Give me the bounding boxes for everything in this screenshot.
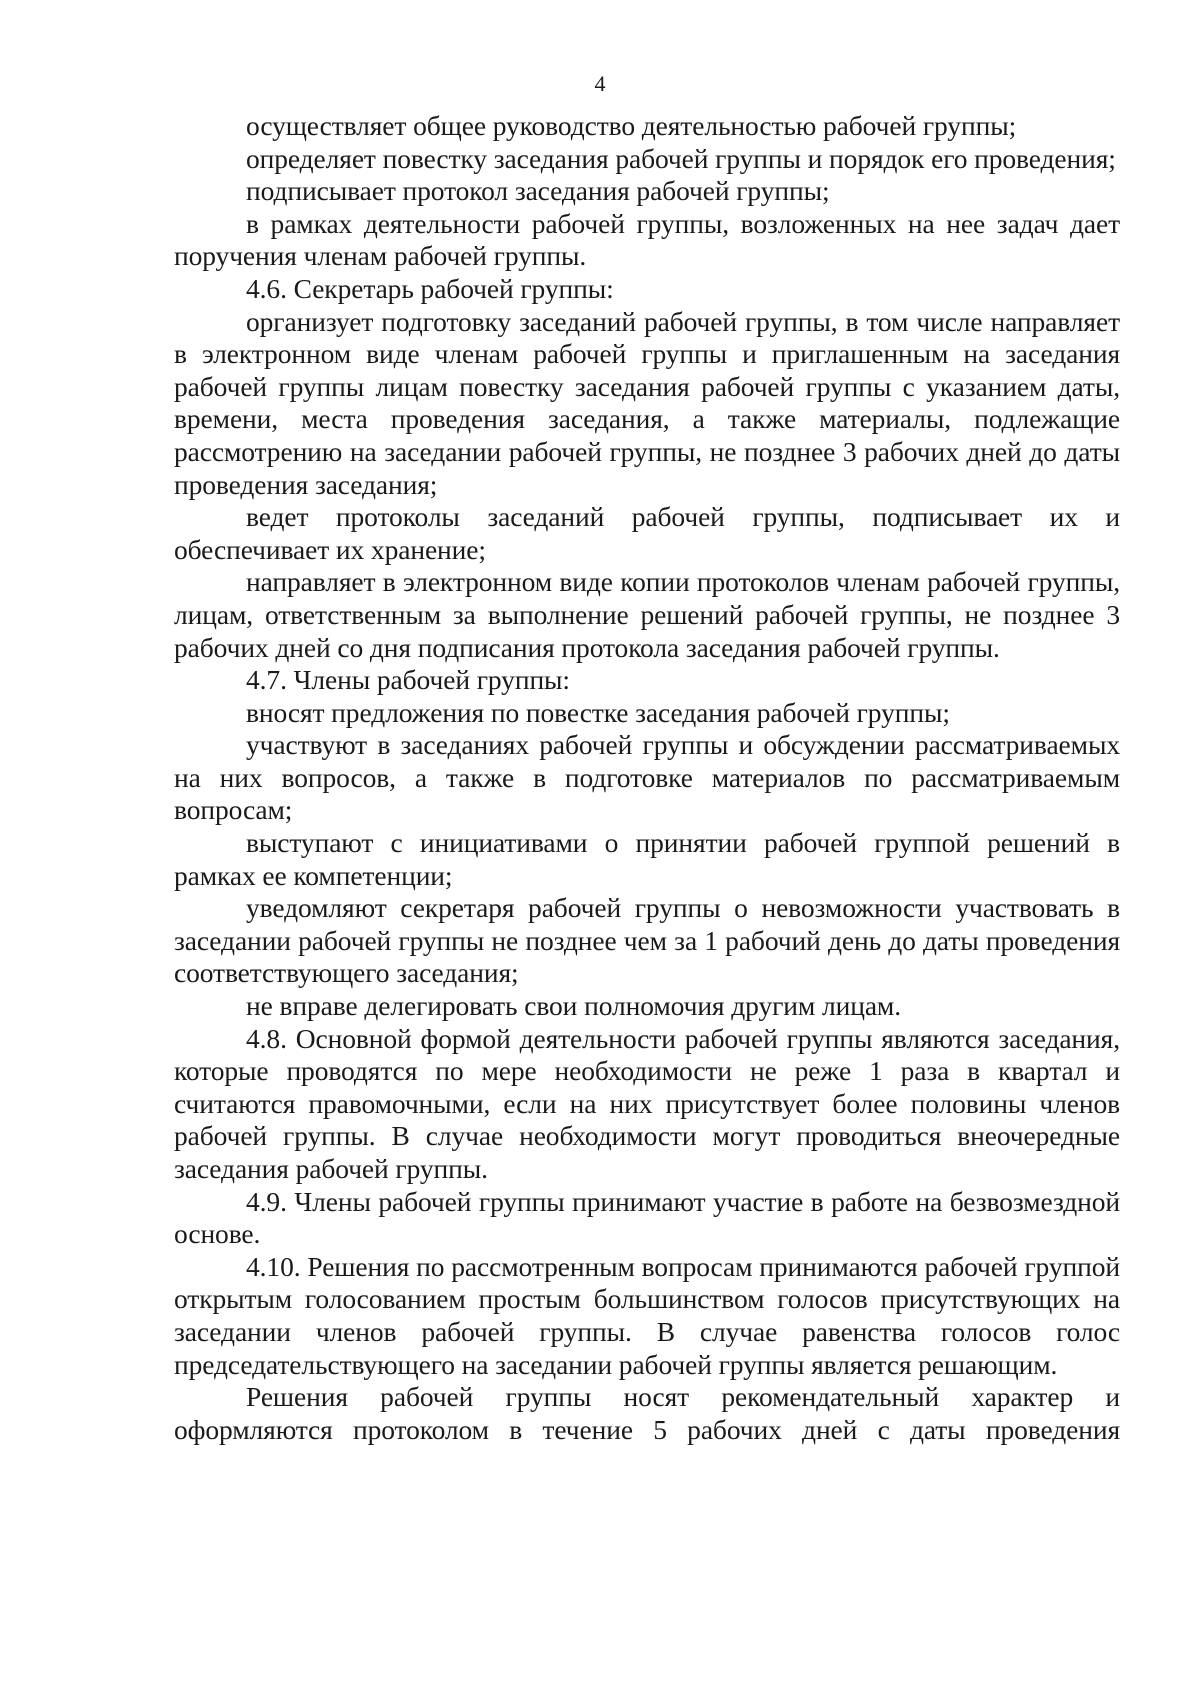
paragraph: определяет повестку заседания рабочей группы и порядок его проведения; xyxy=(246,142,1116,174)
paragraph: организует подготовку заседаний рабочей группы, в том числе направляет в электронном виде членам рабочей группы и приглашенным на заседания рабочей группы лицам повестку заседания рабочей группы с указанием даты, времени, места проведения заседания, а также материалы, подлежащие рассмотрению на заседании рабочей группы, не позднее 3 рабочих дней до даты проведения заседания; xyxy=(174,305,1120,500)
page-number: 4 xyxy=(594,71,606,96)
paragraph: выступают с инициативами о принятии рабочей группой решений в рамках ее компетенции; xyxy=(174,827,1120,891)
document-body xyxy=(174,110,1120,1446)
section-4-9: 4.9. Члены рабочей группы принимают участие в работе на безвозмездной основе. xyxy=(174,1185,1120,1250)
paragraph: ведет протоколы заседаний рабочей группы, подписывает их и обеспечивает их хранение; xyxy=(174,501,1120,565)
paragraph: участвуют в заседаниях рабочей группы и обсуждении рассматриваемых на них вопросов, а также в подготовке материалов по рассматриваемым вопросам; xyxy=(174,729,1120,826)
paragraph: в рамках деятельности рабочей группы, возложенных на нее задач дает поручения членам рабочей группы. xyxy=(174,207,1120,272)
paragraph: подписывает протокол заседания рабочей группы; xyxy=(246,175,830,207)
section-heading-4-7: 4.7. Члены рабочей группы: xyxy=(246,664,570,696)
paragraph: осуществляет общее руководство деятельностью рабочей группы; xyxy=(246,110,1017,141)
paragraph: направляет в электронном виде копии протоколов членам рабочей группы, лицам, ответственным за выполнение решений рабочей группы, не позднее 3 рабочих дней со дня подписания протокола заседания рабочей группы. xyxy=(174,566,1120,663)
paragraph-continued: Решения рабочей группы носят рекомендательный характер и оформляются протоколом в течение 5 рабочих дней с даты проведения xyxy=(174,1381,1120,1445)
paragraph: уведомляют секретаря рабочей группы о невозможности участвовать в заседании рабочей группы не позднее чем за 1 рабочий день до даты проведения соответствующего заседания; xyxy=(174,892,1120,989)
section-heading-4-6: 4.6. Секретарь рабочей группы: xyxy=(246,272,614,304)
section-4-10: 4.10. Решения по рассмотренным вопросам принимаются рабочей группой открытым голосованием простым большинством голосов присутствующих на заседании членов рабочей группы. В случае равенства голосов голос председательствующего на заседании рабочей группы является решающим. xyxy=(174,1250,1120,1380)
paragraph: вносят предложения по повестке заседания рабочей группы; xyxy=(246,696,950,728)
paragraph: не вправе делегировать свои полномочия другим лицам. xyxy=(246,990,902,1022)
section-4-8: 4.8. Основной формой деятельности рабочей группы являются заседания, которые проводятся по мере необходимости не реже 1 раза в квартал и считаются правомочными, если на них присутствует более половины членов рабочей группы. В случае необходимости могут проводиться внеочередные заседания рабочей группы. xyxy=(174,1022,1120,1184)
